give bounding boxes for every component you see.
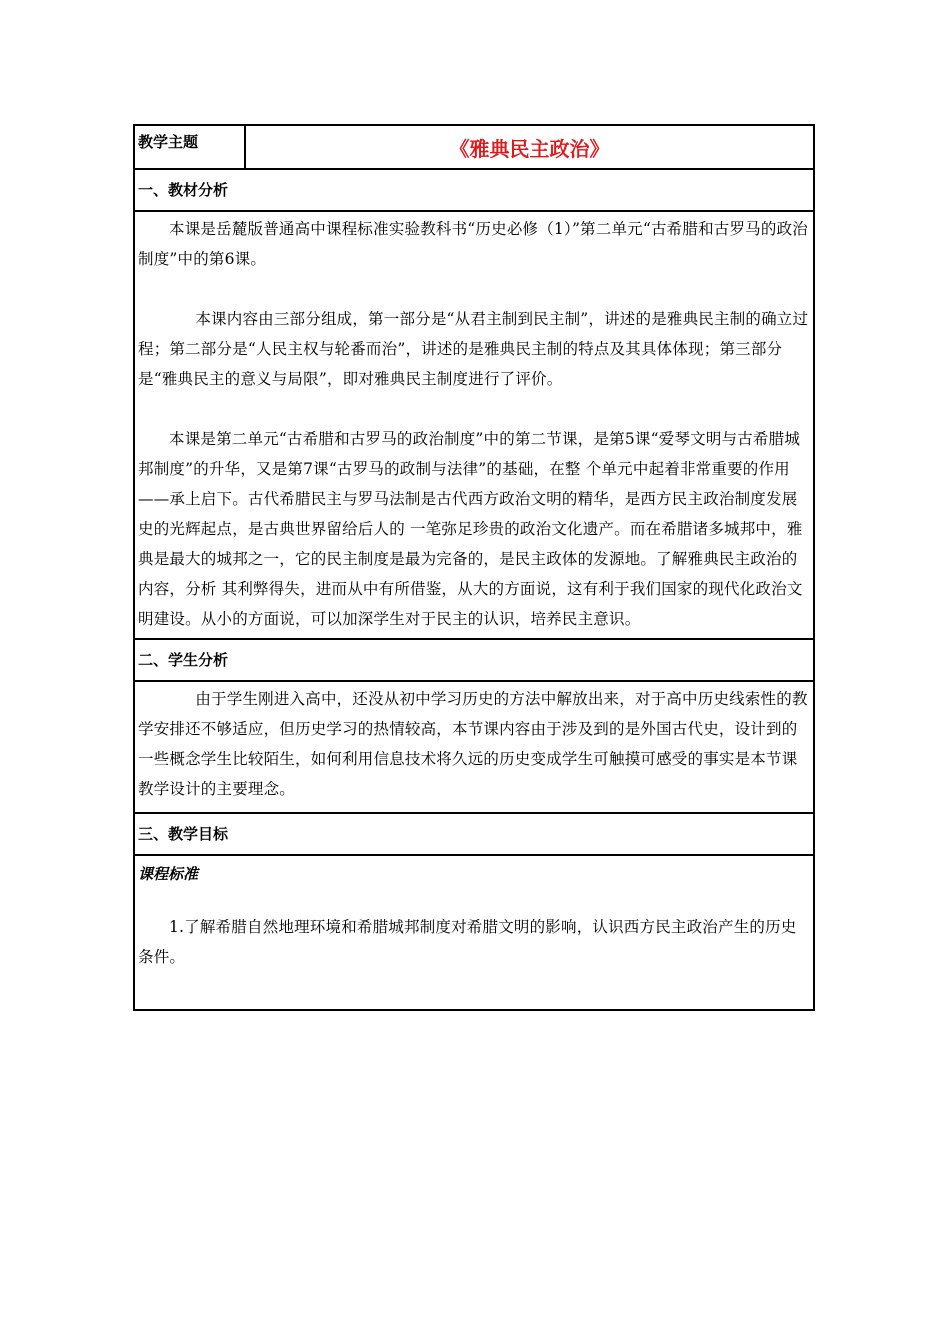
students-heading-row — [134, 639, 814, 681]
lesson-plan-table — [133, 124, 815, 1011]
goals-heading: 三、教学目标 — [134, 813, 814, 855]
paragraph-gap — [138, 394, 810, 424]
material-paragraph-2: 本课内容由三部分组成，第一部分是“从君主制到民主制”，讲述的是雅典民主制的确立过程；第二部分是“人民主权与轮番而治”，讲述的是雅典民主制的特点及其具体体现；第三部分是“雅典民主的意义与局限”，即对雅典民主制度进行了评价。 — [138, 310, 809, 388]
material-heading-row — [134, 169, 814, 211]
lesson-title: 《雅典民主政治》 — [449, 136, 610, 161]
material-heading: 一、教材分析 — [134, 169, 814, 211]
goal-item-1: 1.了解希腊自然地理环境和希腊城邦制度对希腊文明的影响，认识西方民主政治产生的历史条件。 — [138, 918, 797, 966]
material-paragraph-3: 本课是第二单元“古希腊和古罗马的政治制度”中的第二节课，是第5课“爱琴文明与古希腊城邦制度”的升华，又是第7课“古罗马的政制与法律”的基础，在整 个单元中起着非常重要的作用——承上启下。古代希腊民主与罗马法制是古代西方政治文明的精华，是西方民主政治制度发展史的光辉起点，是古典世界留给后人的 一笔弥足珍贵的政治文化遗产。而在希腊诸多城邦中，雅典是最大的城邦之一，它的民主制度是最为完备的，是民主政体的发源地。了解雅典民主政治的内容，分析 其利弊得失，进而从中有所借鉴，从大的方面说，这有利于我们国家的现代化政治文明建设。从小的方面说，可以加深学生对于民主的认识，培养民主意识。 — [138, 430, 803, 628]
goals-heading-row — [134, 813, 814, 855]
topic-row — [134, 125, 814, 169]
students-paragraph-1: 由于学生刚进入高中，还没从初中学习历史的方法中解放出来，对于高中历史线索性的教学安排还不够适应，但历史学习的热情较高，本节课内容由于涉及到的是外国古代史，设计到的一些概念学生比较陌生，如何利用信息技术将久远的历史变成学生可触摸可感受的事实是本节课教学设计的主要理念。 — [138, 690, 808, 798]
title-cell — [245, 125, 814, 169]
students-heading: 二、学生分析 — [134, 639, 814, 681]
goals-body-row — [134, 855, 814, 1010]
material-body-row — [134, 211, 814, 639]
students-body — [134, 681, 814, 813]
course-standard-label: 课程标准 — [138, 865, 199, 883]
material-paragraph-1: 本课是岳麓版普通高中课程标准实验教科书“历史必修（1）”第二单元“古希腊和古罗马的政治制度”中的第6课。 — [138, 220, 808, 268]
topic-label: 教学主题 — [134, 125, 245, 169]
material-body — [134, 211, 814, 639]
paragraph-gap — [138, 884, 810, 912]
students-body-row — [134, 681, 814, 813]
paragraph-gap — [138, 274, 810, 304]
goals-body — [134, 855, 814, 1010]
